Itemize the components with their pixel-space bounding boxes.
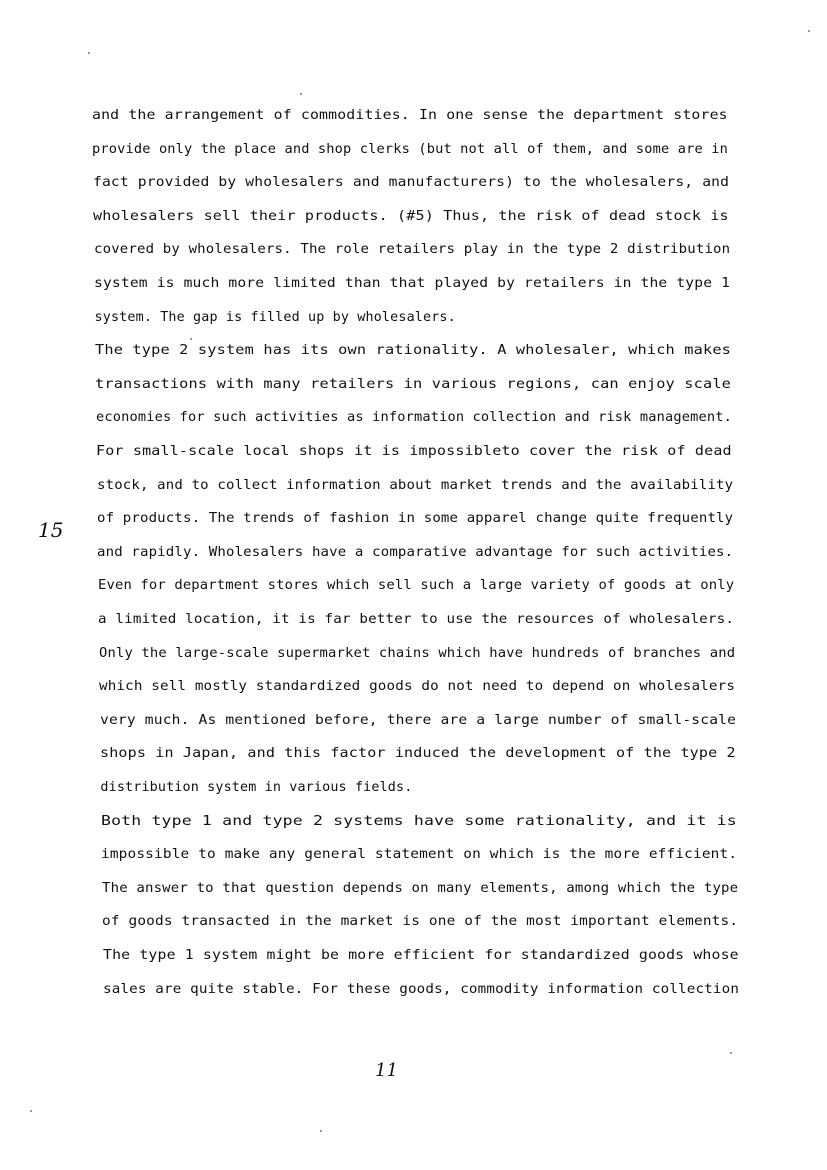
text-line: fact provided by wholesalers and manufacturers) to the wholesalers, and <box>92 175 729 191</box>
page-number: 11 <box>375 1060 398 1081</box>
text-line: economies for such activities as information collection and risk management. <box>95 410 732 426</box>
scan-speck <box>88 52 90 54</box>
handwritten-margin-note: 15 <box>38 518 64 542</box>
text-line: of goods transacted in the market is one of the most important elements. <box>102 914 739 930</box>
text-line: distribution system in various fields. <box>100 780 413 795</box>
text-line: a limited location, it is far better to use the resources of wholesalers. <box>98 612 735 627</box>
scan-speck <box>320 1130 322 1132</box>
text-line: The answer to that question depends on many elements, among which the type <box>101 880 738 896</box>
text-line: Even for department stores which sell such a large variety of goods at only <box>97 578 735 594</box>
scan-speck <box>808 30 810 32</box>
scan-speck <box>190 338 192 340</box>
text-line: covered by wholesalers. The role retailers play in the type 2 distribution <box>93 242 730 258</box>
text-line: Only the large-scale supermarket chains which have hundreds of branches and <box>98 645 735 661</box>
scan-speck <box>300 93 302 95</box>
scan-speck <box>30 1110 32 1112</box>
scan-speck <box>730 1052 732 1054</box>
text-line: shops in Japan, and this factor induced the development of the type 2 <box>99 746 736 762</box>
text-line: provide only the place and shop clerks (but not all of them, and some are in <box>92 141 729 157</box>
text-line: stock, and to collect information about market trends and the availability <box>96 477 733 493</box>
text-line: very much. As mentioned before, there are a large number of small-scale <box>99 712 736 728</box>
text-line: The type 2 system has its own rationality. A wholesaler, which makes <box>94 343 731 359</box>
text-line: impossible to make any general statement on which is the more efficient. <box>101 847 738 863</box>
text-line: and the arrangement of commodities. In one sense the department stores <box>92 108 728 123</box>
text-line: sales are quite stable. For these goods, commodity information collection <box>102 981 739 997</box>
text-line: of products. The trends of fashion in some apparel change quite frequently <box>97 511 734 527</box>
text-line: wholesalers sell their products. (#5) Thus, the risk of dead stock is <box>93 208 730 224</box>
text-line: The type 1 system might be more efficient for standardized goods whose <box>102 948 739 963</box>
text-line: For small-scale local shops it is impossibleto cover the risk of dead <box>96 444 732 459</box>
text-line: which sell mostly standardized goods do not need to depend on wholesalers <box>99 679 736 695</box>
text-line: and rapidly. Wholesalers have a comparative advantage for such activities. <box>97 544 734 560</box>
text-line: Both type 1 and type 2 systems have some rationality, and it is <box>100 813 737 829</box>
text-line: transactions with many retailers in various regions, can enjoy scale <box>95 376 732 392</box>
text-line: system is much more limited than that played by retailers in the type 1 <box>94 276 731 291</box>
text-line: system. The gap is filled up by wholesalers. <box>94 309 456 325</box>
